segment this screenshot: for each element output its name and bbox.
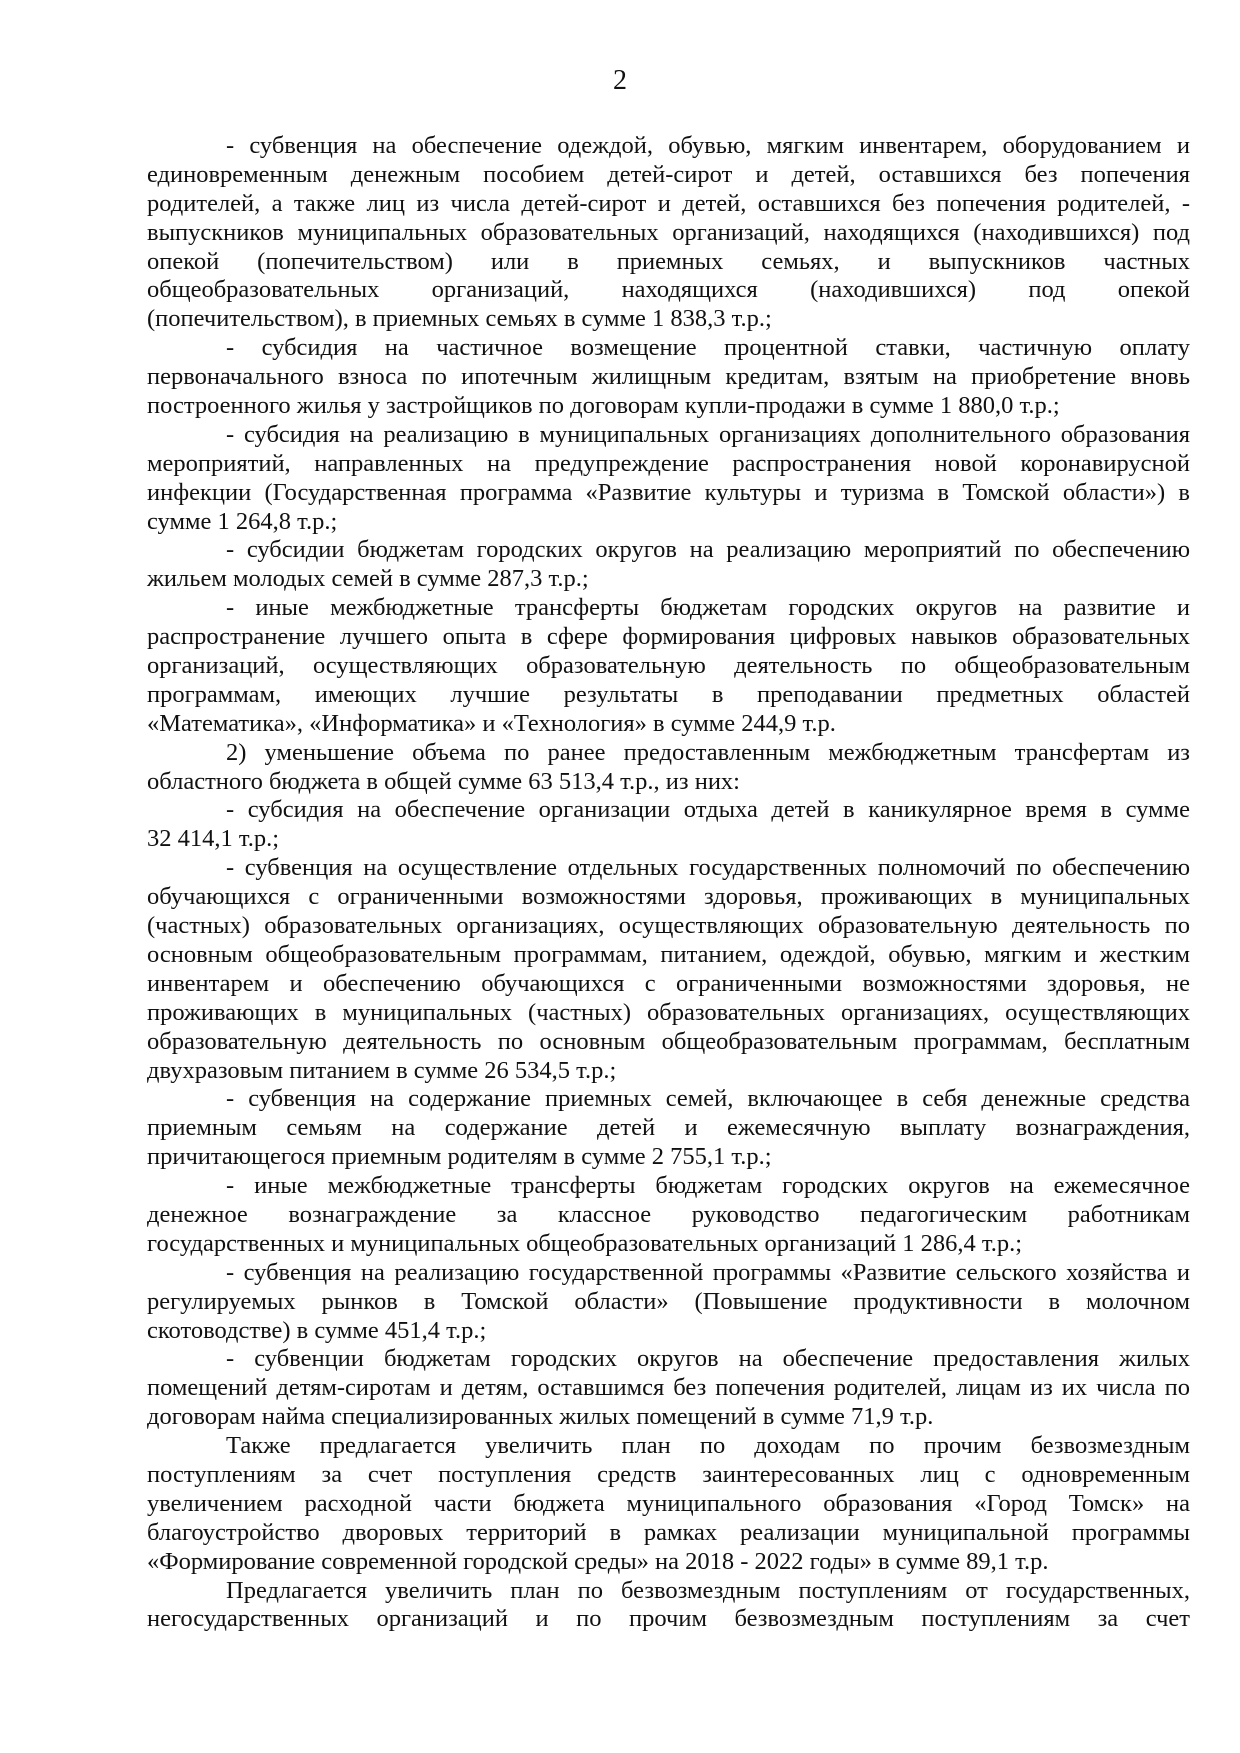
text-line: (попечительством), в приемных семьях в сумме 1 838,3 т.р.;: [147, 305, 772, 333]
text-line: - иные межбюджетные трансферты бюджетам городских округов на ежемесячное: [226, 1172, 1190, 1200]
paragraph: [147, 594, 1190, 738]
text-line: причитающегося приемным родителям в сумме 2 755,1 т.р.;: [147, 1143, 772, 1171]
text-line: Также предлагается увеличить план по доходам по прочим безвозмездным: [226, 1432, 1190, 1460]
text-line: «Математика», «Информатика» и «Технология» в сумме 244,9 т.р.: [147, 709, 836, 737]
text-line: - субвенция на осуществление отдельных государственных полномочий по обеспечению: [226, 854, 1190, 882]
text-line: помещений детям-сиротам и детям, оставшимся без попечения родителей, лицам из их числа по: [147, 1374, 1190, 1402]
text-line: - субвенция на содержание приемных семей, включающее в себя денежные средства: [226, 1085, 1190, 1113]
text-line: выпускников муниципальных образовательных организаций, находящихся (находившихся) под: [147, 218, 1190, 246]
text-line: договорам найма специализированных жилых помещений в сумме 71,9 т.р.: [147, 1403, 934, 1431]
text-line: жильем молодых семей в сумме 287,3 т.р.;: [147, 565, 589, 593]
paragraph: [147, 1259, 1190, 1346]
text-line: первоначального взноса по ипотечным жилищным кредитам, взятым на приобретение вновь: [147, 363, 1190, 391]
text-line: регулируемых рынков в Томской области» (Повышение продуктивности в молочном: [147, 1287, 1190, 1315]
paragraph: [147, 421, 1190, 537]
text-line: денежное вознаграждение за классное руководство педагогическим работникам: [147, 1200, 1190, 1228]
text-line: построенного жилья у застройщиков по договорам купли-продажи в сумме 1 880,0 т.р.;: [147, 392, 1060, 420]
text-line: (частных) образовательных организациях, осуществляющих образовательную деятельность по: [147, 912, 1190, 940]
text-line: «Формирование современной городской среды» на 2018 - 2022 годы» в сумме 89,1 т.р.: [147, 1547, 1049, 1575]
paragraph: [147, 334, 1190, 421]
text-line: скотоводстве) в сумме 451,4 т.р.;: [147, 1316, 487, 1344]
page-number: 2: [613, 65, 627, 96]
text-line: двухразовым питанием в сумме 26 534,5 т.р.;: [147, 1056, 617, 1084]
text-line: единовременным денежным пособием детей-сирот и детей, оставшихся без попечения: [147, 160, 1190, 188]
text-line: основным общеобразовательным программам, питанием, одеждой, обувью, мягким и жестким: [147, 940, 1190, 968]
text-line: проживающих в муниципальных (частных) образовательных организациях, осуществляющих: [147, 998, 1190, 1026]
paragraph: [147, 739, 1190, 797]
text-line: образовательную деятельность по основным общеобразовательным программам, бесплатным: [147, 1027, 1190, 1055]
text-line: инвентарем и обеспечению обучающихся с ограниченными возможностями здоровья, не: [147, 969, 1190, 997]
text-line: благоустройство дворовых территорий в рамках реализации муниципальной программы: [147, 1518, 1190, 1546]
text-line: - субсидии бюджетам городских округов на реализацию мероприятий по обеспечению: [226, 536, 1190, 564]
paragraph: [147, 1432, 1190, 1576]
text-line: 32 414,1 т.р.;: [147, 825, 280, 853]
text-line: приемным семьям на содержание детей и ежемесячную выплату вознаграждения,: [147, 1114, 1190, 1142]
text-line: - иные межбюджетные трансферты бюджетам городских округов на развитие и: [226, 594, 1190, 622]
paragraph: [147, 1345, 1190, 1432]
text-line: инфекции (Государственная программа «Развитие культуры и туризма в Томской области») в: [147, 478, 1190, 506]
text-line: - субсидия на обеспечение организации отдыха детей в каникулярное время в сумме: [226, 796, 1190, 824]
text-line: государственных и муниципальных общеобразовательных организаций 1 286,4 т.р.;: [147, 1229, 1023, 1257]
text-line: негосударственных организаций и по прочим безвозмездным поступлениям за счет: [147, 1605, 1190, 1633]
text-line: сумме 1 264,8 т.р.;: [147, 507, 338, 535]
text-line: организаций, осуществляющих образовательную деятельность по общеобразовательным: [147, 652, 1190, 680]
text-line: опекой (попечительством) или в приемных семьях, и выпускников частных: [147, 247, 1190, 275]
text-line: - субвенции бюджетам городских округов на обеспечение предоставления жилых: [226, 1345, 1190, 1373]
paragraph: [147, 132, 1190, 334]
text-line: - субсидия на частичное возмещение процентной ставки, частичную оплату: [226, 334, 1190, 362]
text-line: - субсидия на реализацию в муниципальных организациях дополнительного образования: [226, 420, 1190, 448]
text-line: родителей, а также лиц из числа детей-сирот и детей, оставшихся без попечения родителей, -: [147, 189, 1190, 217]
text-line: увеличением расходной части бюджета муниципального образования «Город Томск» на: [147, 1489, 1190, 1517]
text-line: 2) уменьшение объема по ранее предоставленным межбюджетным трансфертам из: [226, 738, 1190, 766]
paragraph: [147, 796, 1190, 854]
text-line: поступлениям за счет поступления средств заинтересованных лиц с одновременным: [147, 1460, 1190, 1488]
text-line: общеобразовательных организаций, находящихся (находившихся) под опекой: [147, 276, 1190, 304]
text-line: обучающихся с ограниченными возможностями здоровья, проживающих в муниципальных: [147, 883, 1190, 911]
paragraph: [147, 1085, 1190, 1172]
paragraph: [147, 854, 1190, 1085]
paragraph: [147, 536, 1190, 594]
paragraph: [147, 1172, 1190, 1259]
text-line: распространение лучшего опыта в сфере формирования цифровых навыков образовательных: [147, 623, 1190, 651]
text-line: областного бюджета в общей сумме 63 513,4 т.р., из них:: [147, 767, 740, 795]
text-line: - субвенция на реализацию государственной программы «Развитие сельского хозяйства и: [226, 1258, 1190, 1286]
text-line: Предлагается увеличить план по безвозмездным поступлениям от государственных,: [226, 1576, 1190, 1604]
document-body: [147, 132, 1190, 1634]
text-line: мероприятий, направленных на предупреждение распространения новой коронавирусной: [147, 449, 1190, 477]
paragraph: [147, 1577, 1190, 1635]
text-line: - субвенция на обеспечение одеждой, обувью, мягким инвентарем, оборудованием и: [226, 132, 1190, 159]
text-line: программам, имеющих лучшие результаты в преподавании предметных областей: [147, 680, 1190, 708]
